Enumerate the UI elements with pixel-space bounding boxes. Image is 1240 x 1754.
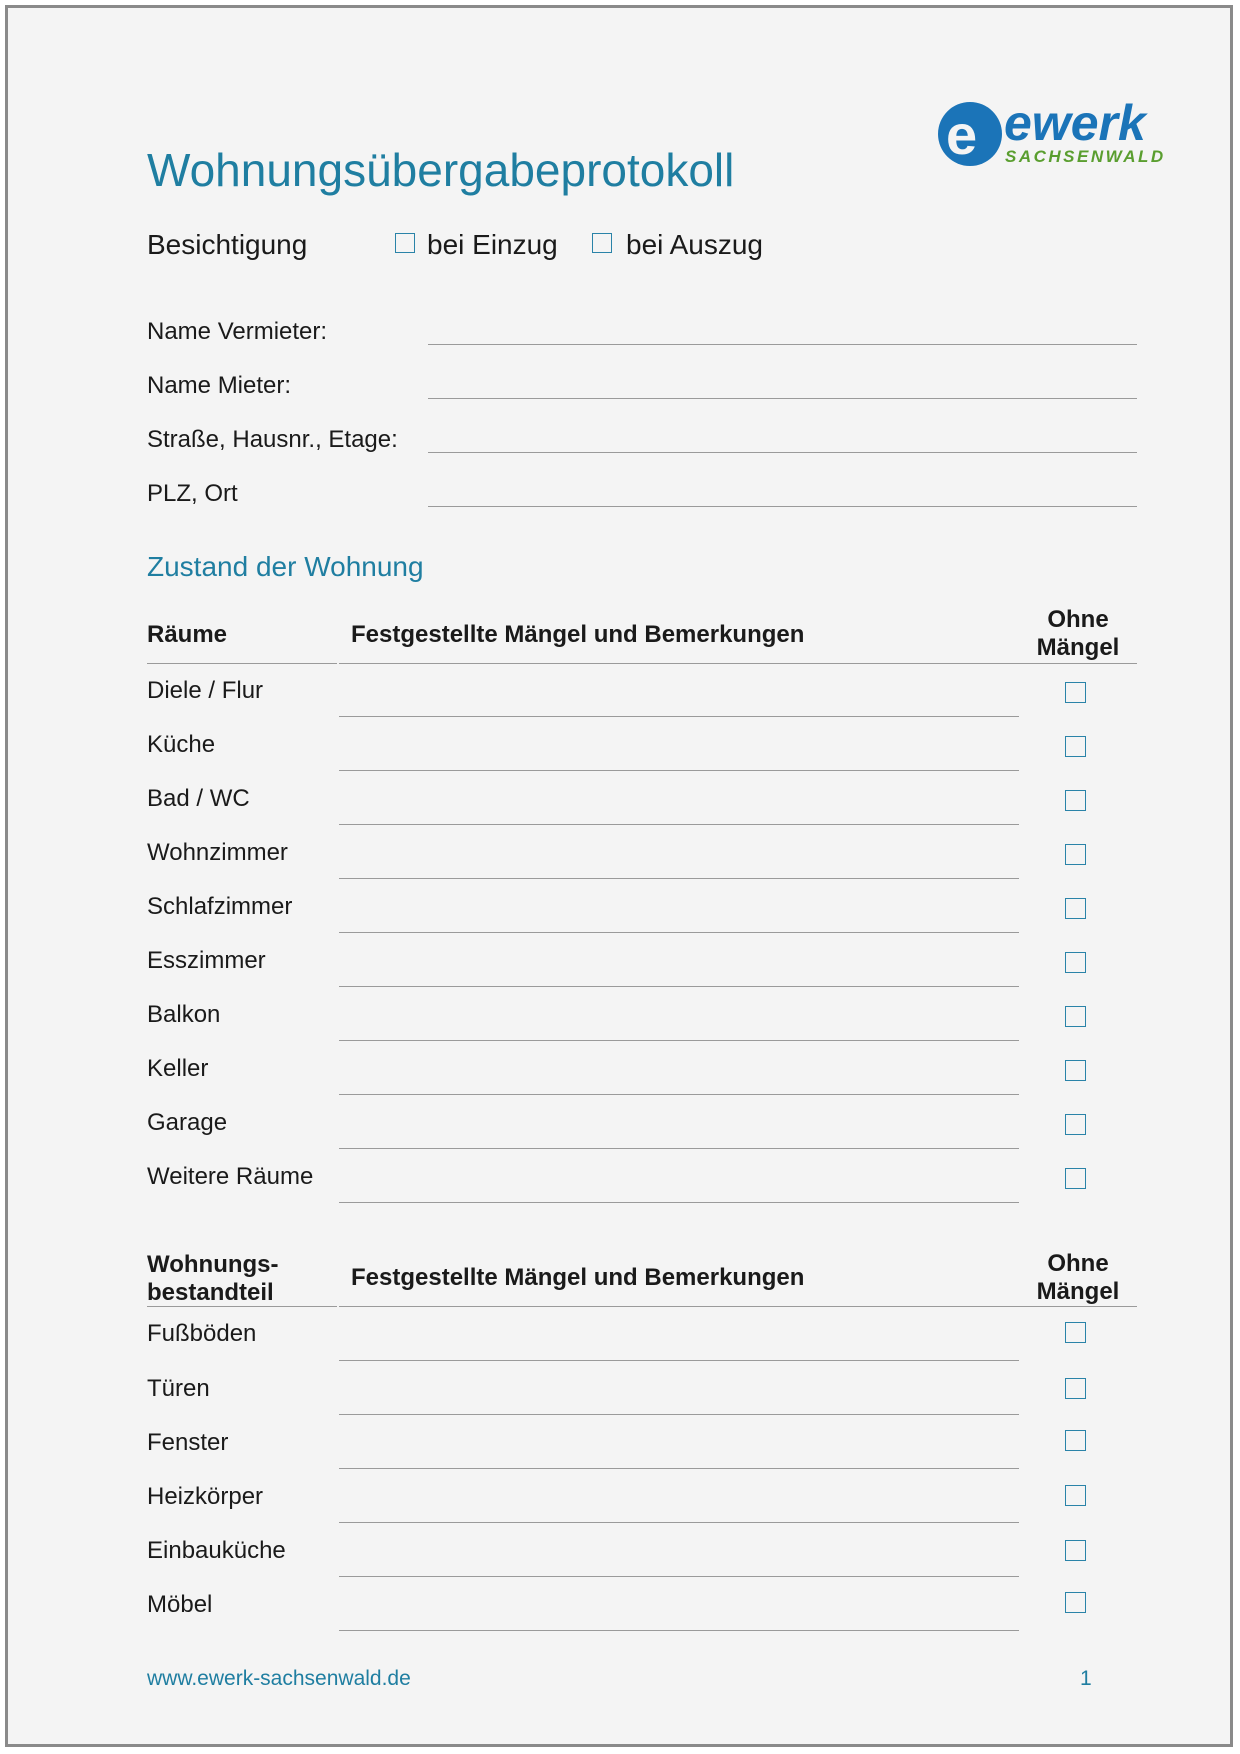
parts-col-header-line2: bestandteil: [147, 1279, 274, 1306]
room-label: Esszimmer: [147, 947, 266, 974]
room-remark-field[interactable]: [339, 878, 1019, 879]
parts-col-header-line1: Wohnungs-: [147, 1251, 279, 1278]
room-remark-field[interactable]: [339, 932, 1019, 933]
parts-no-defects-header: [1018, 1250, 1138, 1306]
page-title: Wohnungsübergabeprotokoll: [147, 144, 735, 196]
room-label: Garage: [147, 1109, 228, 1136]
part-label: Türen: [147, 1375, 210, 1402]
part-label: Heizkörper: [147, 1483, 264, 1510]
parts-no-defects-line1: Ohne: [1047, 1250, 1109, 1277]
street-field[interactable]: [428, 452, 1137, 453]
page-number: 1: [1080, 1667, 1092, 1690]
part-label: Einbauküche: [147, 1537, 286, 1564]
rooms-col-header: Räume: [147, 621, 228, 648]
footer-website-link[interactable]: www.ewerk-sachsenwald.de: [147, 1667, 411, 1690]
room-remark-field[interactable]: [339, 986, 1019, 987]
part-remark-field[interactable]: [339, 1360, 1019, 1361]
room-remark-field[interactable]: [339, 824, 1019, 825]
tenant-name-label: Name Mieter:: [147, 372, 292, 399]
landlord-name-field[interactable]: [428, 344, 1137, 345]
part-remark-field[interactable]: [339, 1630, 1019, 1631]
room-remark-field[interactable]: [339, 770, 1019, 771]
parts-header-rule-left: [147, 1306, 337, 1307]
move-in-checkbox[interactable]: [395, 233, 415, 253]
parts-no-defects-line2: Mängel: [1036, 1278, 1120, 1305]
part-no-defects-checkbox[interactable]: [1065, 1540, 1086, 1561]
room-remark-field[interactable]: [339, 716, 1019, 717]
part-label: Fußböden: [147, 1320, 257, 1347]
room-remark-field[interactable]: [339, 1094, 1019, 1095]
logo-brand-text: ewerk: [1004, 95, 1146, 151]
room-remark-field[interactable]: [339, 1202, 1019, 1203]
part-remark-field[interactable]: [339, 1522, 1019, 1523]
room-label: Weitere Räume: [147, 1163, 314, 1190]
room-no-defects-checkbox[interactable]: [1065, 898, 1086, 919]
tenant-name-field[interactable]: [428, 398, 1137, 399]
parts-remarks-header: Festgestellte Mängel und Bemerkungen: [351, 1264, 805, 1291]
room-remark-field[interactable]: [339, 1148, 1019, 1149]
move-out-checkbox[interactable]: [592, 233, 612, 253]
ewerk-logo: [932, 90, 1192, 176]
room-no-defects-checkbox[interactable]: [1065, 844, 1086, 865]
room-label: Schlafzimmer: [147, 893, 293, 920]
room-label: Wohnzimmer: [147, 839, 288, 866]
section-title: Zustand der Wohnung: [147, 551, 424, 582]
street-label: Straße, Hausnr., Etage:: [147, 426, 398, 453]
zip-city-label: PLZ, Ort: [147, 480, 238, 507]
part-no-defects-checkbox[interactable]: [1065, 1485, 1086, 1506]
room-remark-field[interactable]: [339, 1040, 1019, 1041]
part-label: Möbel: [147, 1591, 213, 1618]
rooms-no-defects-line2: Mängel: [1036, 634, 1120, 661]
part-remark-field[interactable]: [339, 1468, 1019, 1469]
logo-sub-text: SACHSENWALD: [1005, 147, 1166, 166]
room-label: Balkon: [147, 1001, 221, 1028]
rooms-no-defects-line1: Ohne: [1047, 606, 1109, 633]
room-no-defects-checkbox[interactable]: [1065, 1006, 1086, 1027]
room-no-defects-checkbox[interactable]: [1065, 1168, 1086, 1189]
move-in-label: bei Einzug: [427, 229, 558, 260]
part-no-defects-checkbox[interactable]: [1065, 1592, 1086, 1613]
part-no-defects-checkbox[interactable]: [1065, 1430, 1086, 1451]
logo-e-letter: e: [946, 103, 978, 166]
rooms-remarks-header: Festgestellte Mängel und Bemerkungen: [351, 621, 805, 648]
room-no-defects-checkbox[interactable]: [1065, 1060, 1086, 1081]
move-out-label: bei Auszug: [626, 229, 763, 260]
rooms-header-rule-left: [147, 663, 337, 664]
part-remark-field[interactable]: [339, 1414, 1019, 1415]
room-label: Bad / WC: [147, 785, 250, 812]
parts-col-header: [147, 1251, 279, 1307]
room-no-defects-checkbox[interactable]: [1065, 790, 1086, 811]
room-no-defects-checkbox[interactable]: [1065, 1114, 1086, 1135]
part-label: Fenster: [147, 1429, 229, 1456]
room-label: Küche: [147, 731, 216, 758]
room-no-defects-checkbox[interactable]: [1065, 682, 1086, 703]
room-no-defects-checkbox[interactable]: [1065, 952, 1086, 973]
part-no-defects-checkbox[interactable]: [1065, 1378, 1086, 1399]
zip-city-field[interactable]: [428, 506, 1137, 507]
room-label: Keller: [147, 1055, 209, 1082]
rooms-no-defects-header: [1018, 606, 1138, 662]
part-remark-field[interactable]: [339, 1576, 1019, 1577]
room-no-defects-checkbox[interactable]: [1065, 736, 1086, 757]
inspection-label: Besichtigung: [147, 229, 308, 260]
part-no-defects-checkbox[interactable]: [1065, 1322, 1086, 1343]
room-label: Diele / Flur: [147, 677, 264, 704]
landlord-name-label: Name Vermieter:: [147, 318, 328, 345]
rooms-header-rule: [339, 663, 1137, 664]
parts-header-rule: [339, 1306, 1137, 1307]
